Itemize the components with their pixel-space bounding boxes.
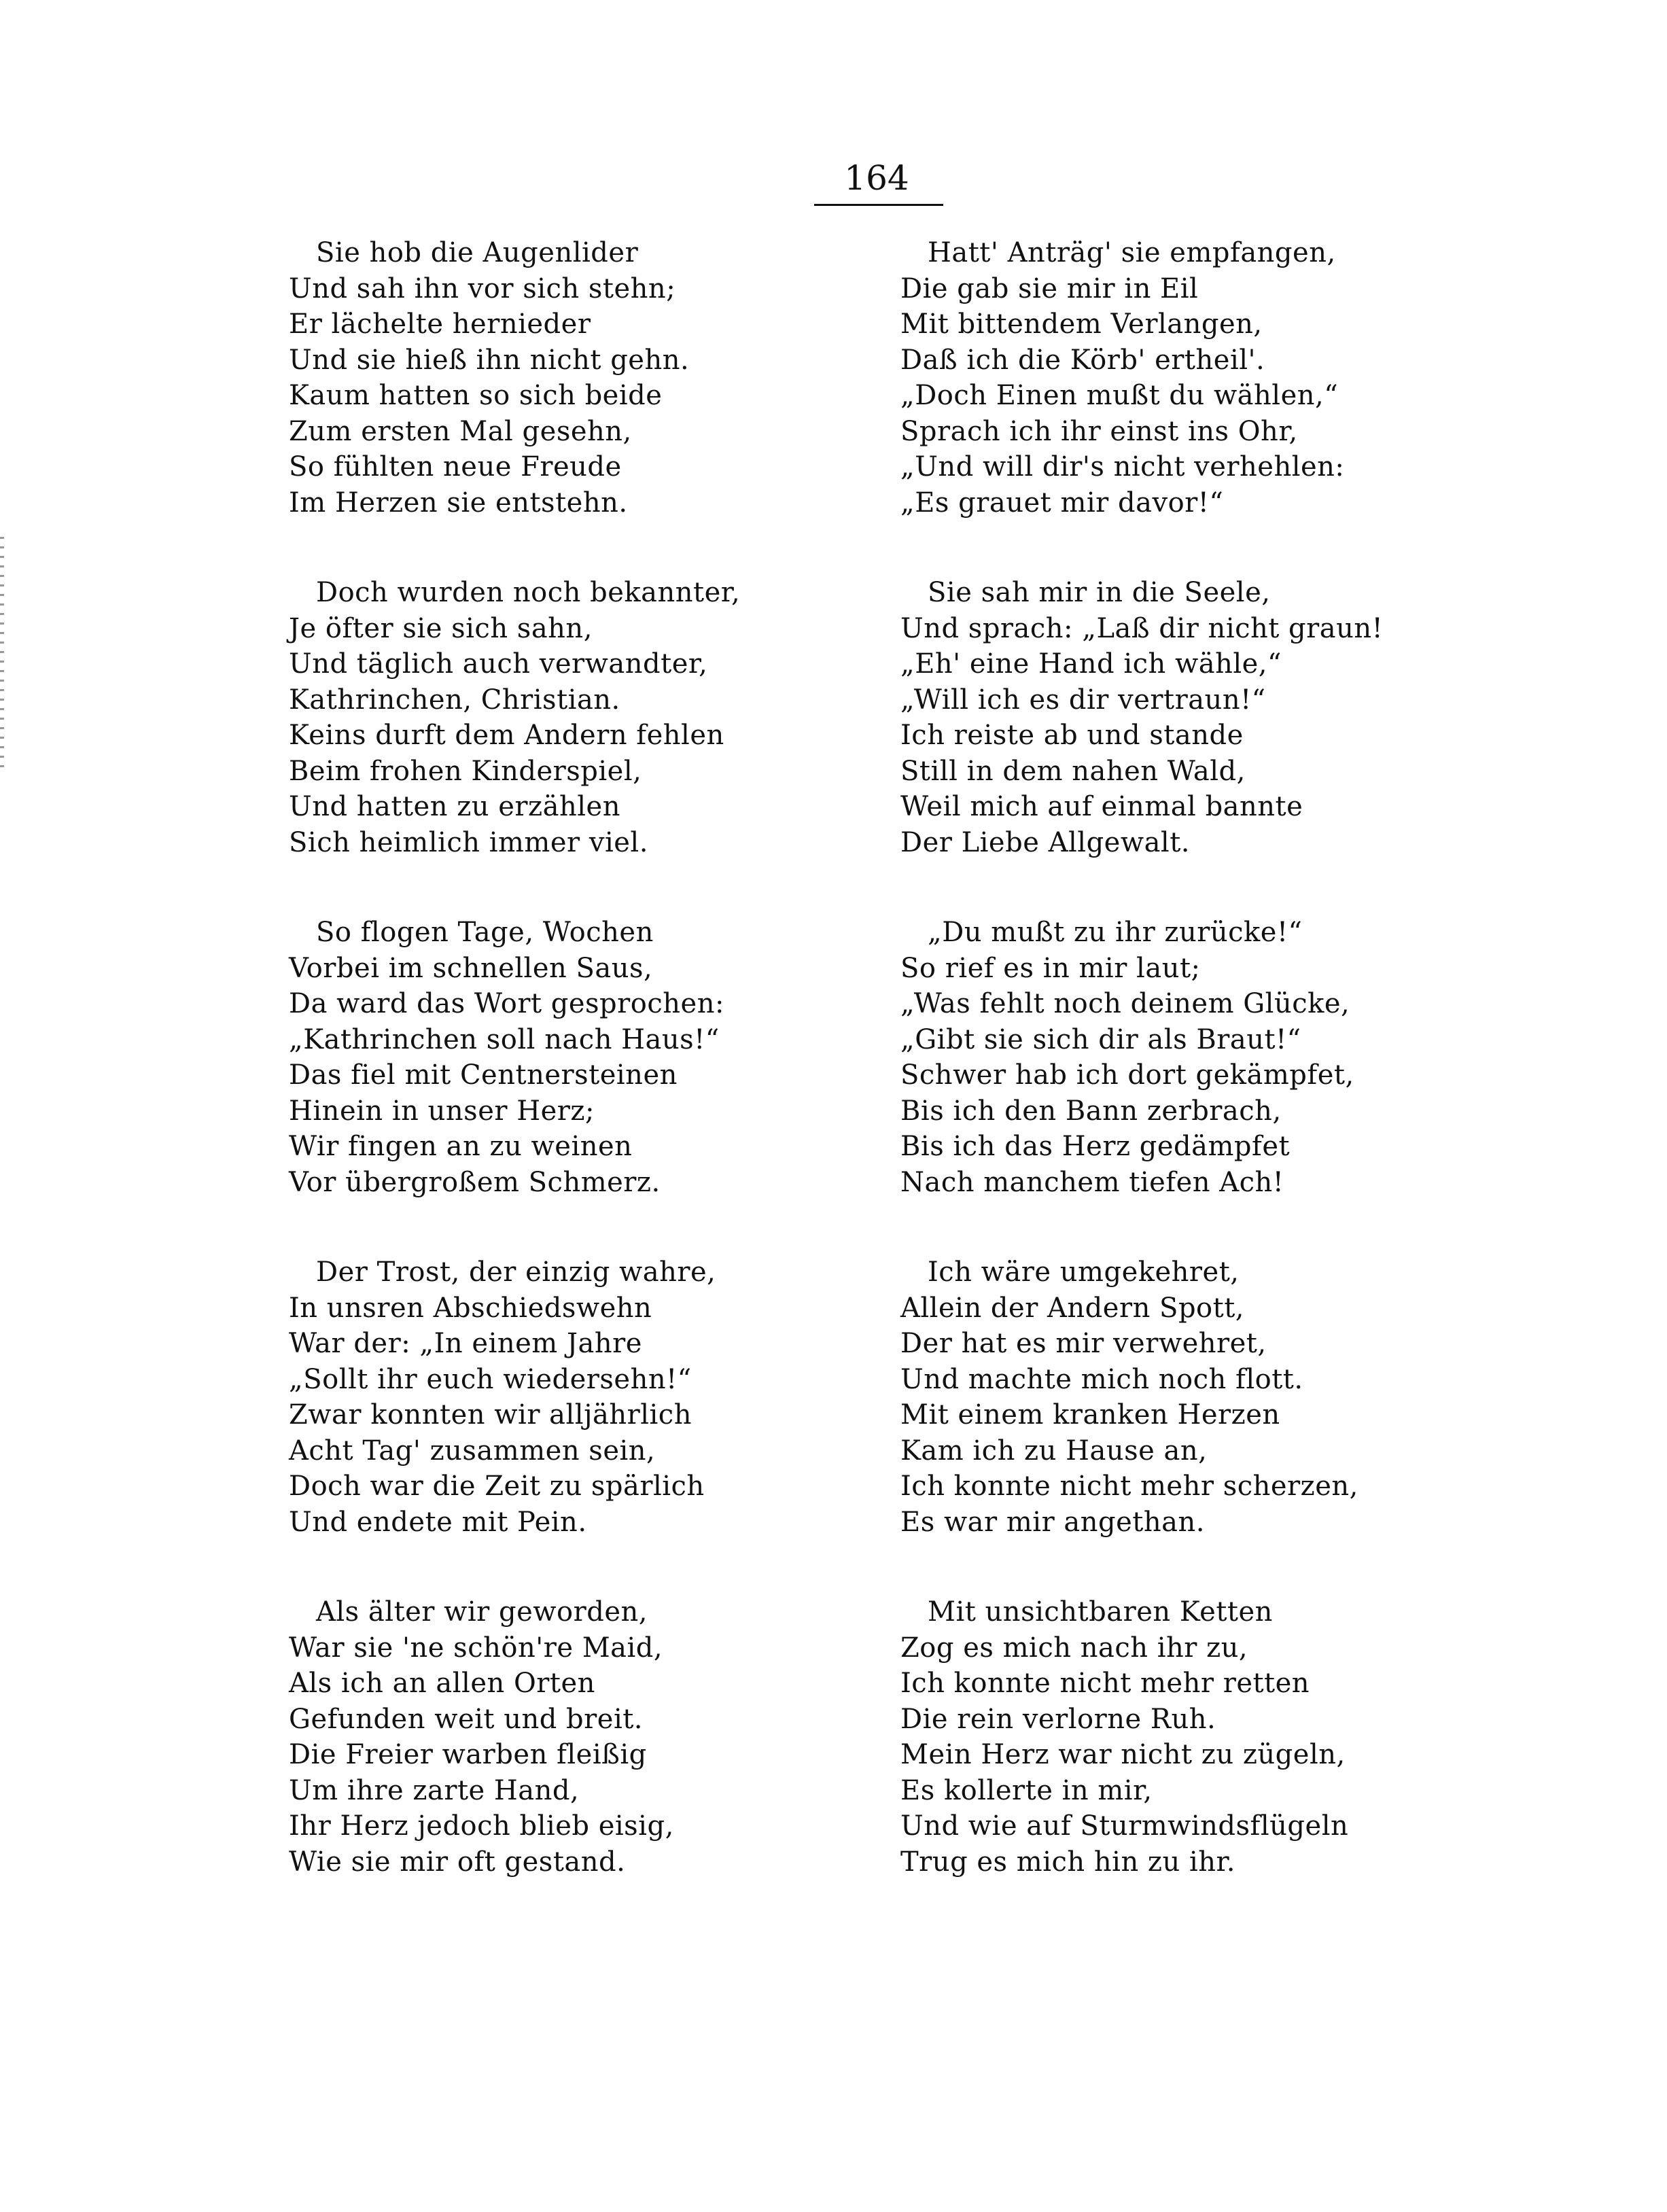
stanza	[289, 235, 900, 575]
stanza	[900, 1254, 1512, 1594]
verse-line: Und sprach: „Laß dir nicht graun!	[900, 612, 1384, 644]
margin-marks	[0, 537, 4, 768]
verse-line: Die rein verlorne Ruh.	[900, 1703, 1216, 1735]
verse-line: Acht Tag' zusammen sein,	[289, 1435, 656, 1467]
verse-line: Nach manchem tiefen Ach!	[900, 1166, 1284, 1198]
verse-line: Zum ersten Mal gesehn,	[289, 415, 632, 447]
verse-line: Kaum hatten so sich beide	[289, 380, 663, 411]
verse-line: Ich konnte nicht mehr retten	[900, 1668, 1310, 1699]
verse-line: Der Liebe Allgewalt.	[900, 826, 1191, 858]
verse-line: Die Freier warben fleißig	[289, 1739, 647, 1770]
verse-line: Je öfter sie sich sahn,	[289, 612, 593, 644]
right-column	[900, 235, 1512, 1934]
verse-line: Vorbei im schnellen Saus,	[289, 952, 653, 984]
stanza	[289, 915, 900, 1254]
verse-line: Bis ich den Bann zerbrach,	[900, 1095, 1282, 1127]
verse-line: Wie sie mir oft gestand.	[289, 1846, 626, 1878]
verse-line: Sprach ich ihr einst ins Ohr,	[900, 415, 1298, 447]
verse-line: War der: „In einem Jahre	[289, 1328, 642, 1359]
verse-line: „Was fehlt noch deinem Glücke,	[900, 988, 1350, 1019]
verse-line: Zwar konnten wir alljährlich	[289, 1399, 692, 1430]
verse-line: Als älter wir geworden,	[316, 1596, 648, 1628]
verse-line: Mit bittendem Verlangen,	[900, 309, 1263, 340]
verse-line: In unsren Abschiedswehn	[289, 1292, 652, 1324]
verse-line: Beim frohen Kinderspiel,	[289, 755, 642, 787]
verse-line: Bis ich das Herz gedämpfet	[900, 1131, 1291, 1162]
verse-line: Ihr Herz jedoch blieb eisig,	[289, 1810, 674, 1842]
stanza	[900, 235, 1512, 575]
verse-line: „Und will dir's nicht verhehlen:	[900, 451, 1345, 482]
verse-line: Allein der Andern Spott,	[900, 1292, 1245, 1324]
verse-line: Daß ich die Körb' ertheil'.	[900, 344, 1265, 376]
verse-line: Doch war die Zeit zu spärlich	[289, 1471, 705, 1502]
verse-line: „Es grauet mir davor!“	[900, 487, 1224, 519]
verse-line: „Kathrinchen soll nach Haus!“	[289, 1023, 720, 1055]
stanza	[289, 1254, 900, 1594]
verse-line: Sich heimlich immer viel.	[289, 826, 648, 858]
page-number: 164	[844, 158, 909, 198]
verse-line: Wir fingen an zu weinen	[289, 1131, 633, 1162]
verse-line: Kathrinchen, Christian.	[289, 684, 620, 716]
verse-line: Das fiel mit Centnersteinen	[289, 1059, 678, 1091]
verse-line: Um ihre zarte Hand,	[289, 1774, 580, 1806]
verse-line: Im Herzen sie entstehn.	[289, 487, 628, 519]
verse-line: „Eh' eine Hand ich wähle,“	[900, 648, 1282, 680]
verse-line: So fühlten neue Freude	[289, 451, 622, 482]
verse-line: Doch wurden noch bekannter,	[316, 577, 741, 608]
verse-line: Er lächelte hernieder	[289, 309, 591, 340]
verse-line: Keins durft dem Andern fehlen	[289, 720, 724, 751]
verse-line: Es war mir angethan.	[900, 1506, 1205, 1538]
verse-line: Hatt' Anträg' sie empfangen,	[928, 237, 1336, 268]
verse-line: Still in dem nahen Wald,	[900, 755, 1246, 787]
verse-line: So flogen Tage, Wochen	[316, 917, 654, 948]
verse-line: Ich wäre umgekehret,	[928, 1257, 1240, 1288]
verse-line: Weil mich auf einmal bannte	[900, 791, 1303, 822]
verse-line: Zog es mich nach ihr zu,	[900, 1632, 1248, 1664]
verse-line: Trug es mich hin zu ihr.	[900, 1846, 1235, 1878]
stanza	[289, 575, 900, 915]
verse-line: Schwer hab ich dort gekämpfet,	[900, 1059, 1354, 1091]
verse-line: Hinein in unser Herz;	[289, 1095, 595, 1127]
verse-line: Sie sah mir in die Seele,	[928, 577, 1271, 608]
stanza	[900, 575, 1512, 915]
left-column	[289, 235, 900, 1934]
verse-line: War sie 'ne schön're Maid,	[289, 1632, 663, 1664]
verse-line: „Will ich es dir vertraun!“	[900, 684, 1266, 716]
verse-line: Ich reiste ab und stande	[900, 720, 1244, 751]
verse-line: Der hat es mir verwehret,	[900, 1328, 1267, 1359]
verse-line: „Sollt ihr euch wiedersehn!“	[289, 1363, 692, 1395]
verse-line: Als ich an allen Orten	[289, 1668, 595, 1699]
verse-line: „Du mußt zu ihr zurücke!“	[928, 917, 1303, 948]
verse-line: Gefunden weit und breit.	[289, 1703, 644, 1735]
verse-line: Mit unsichtbaren Ketten	[928, 1596, 1273, 1628]
verse-line: Kam ich zu Hause an,	[900, 1435, 1208, 1467]
verse-line: Ich konnte nicht mehr scherzen,	[900, 1471, 1358, 1502]
verse-line: Es kollerte in mir,	[900, 1774, 1153, 1806]
verse-line: Und hatten zu erzählen	[289, 791, 620, 822]
verse-line: „Gibt sie sich dir als Braut!“	[900, 1023, 1301, 1055]
stanza	[900, 1594, 1512, 1934]
verse-line: Und sie hieß ihn nicht gehn.	[289, 344, 690, 376]
verse-line: Die gab sie mir in Eil	[900, 273, 1199, 304]
verse-line: Mein Herz war nicht zu zügeln,	[900, 1739, 1346, 1770]
verse-line: Und sah ihn vor sich stehn;	[289, 273, 676, 304]
verse-line: Und endete mit Pein.	[289, 1506, 587, 1538]
verse-line: Mit einem kranken Herzen	[900, 1399, 1280, 1430]
verse-line: Und wie auf Sturmwindsflügeln	[900, 1810, 1349, 1842]
verse-line: Und machte mich noch flott.	[900, 1363, 1303, 1395]
verse-line: Sie hob die Augenlider	[316, 237, 639, 268]
page-number-rule	[814, 204, 943, 206]
verse-line: So rief es in mir laut;	[900, 952, 1201, 984]
verse-line: Da ward das Wort gesprochen:	[289, 988, 724, 1019]
verse-line: Vor übergroßem Schmerz.	[289, 1166, 661, 1198]
stanza	[289, 1594, 900, 1934]
verse-line: „Doch Einen mußt du wählen,“	[900, 380, 1339, 411]
stanza	[900, 915, 1512, 1254]
verse-line: Und täglich auch verwandter,	[289, 648, 708, 680]
verse-line: Der Trost, der einzig wahre,	[316, 1257, 716, 1288]
